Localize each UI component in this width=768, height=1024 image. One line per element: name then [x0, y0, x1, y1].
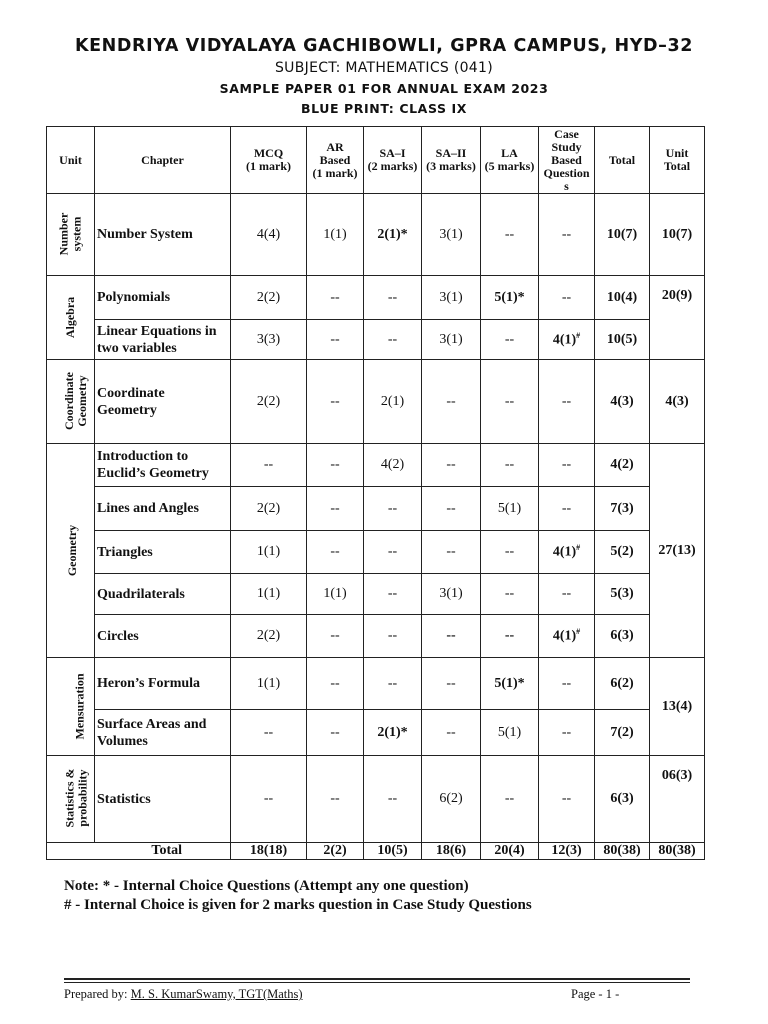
ar-cell: -- [307, 276, 364, 320]
sa2-cell: -- [422, 615, 481, 658]
ar-cell: -- [307, 320, 364, 360]
header-unit-total: Unit Total [650, 127, 705, 194]
header-case-study: Case Study Based Question s [539, 127, 595, 194]
ar-cell: 1(1) [307, 194, 364, 276]
table-row [47, 487, 705, 531]
unit-total-cell: 4(3) [650, 360, 705, 444]
table-row [47, 276, 705, 320]
prepared-by [64, 987, 303, 1002]
table-row [47, 194, 705, 276]
table-row [47, 615, 705, 658]
la-cell: 5(1)* [481, 658, 539, 710]
chapter-cell: Surface Areas and Volumes [95, 710, 231, 756]
mcq-cell: -- [231, 444, 307, 487]
total-cell: 10(4) [595, 276, 650, 320]
total-cell: 4(2) [595, 444, 650, 487]
sa1-cell: -- [364, 487, 422, 531]
total-cell: 6(3) [595, 615, 650, 658]
ar-cell: -- [307, 615, 364, 658]
chapter-cell: Number System [95, 194, 231, 276]
sa1-cell: -- [364, 320, 422, 360]
header-ar: AR Based (1 mark) [307, 127, 364, 194]
sa1-cell: 2(1)* [364, 710, 422, 756]
mcq-cell: 4(4) [231, 194, 307, 276]
unit-number-system: Number system [47, 194, 95, 276]
page-number: Page - 1 - [571, 987, 620, 1001]
unit-total-cell: 27(13) [650, 444, 705, 658]
total-cell: 6(3) [595, 756, 650, 843]
subject-line: SUBJECT: MATHEMATICS (041) [275, 60, 493, 76]
sa1-cell: 2(1) [364, 360, 422, 444]
sa2-cell: 6(2) [422, 756, 481, 843]
footer-divider [64, 978, 690, 980]
chapter-cell: Triangles [95, 531, 231, 574]
chapter-cell: Coordinate Geometry [95, 360, 231, 444]
header-chapter: Chapter [95, 127, 231, 194]
author-name: M. S. KumarSwamy, TGT(Maths) [130, 987, 303, 1001]
total-la: 20(4) [481, 843, 539, 860]
mcq-cell: 3(3) [231, 320, 307, 360]
total-cell: 5(2) [595, 531, 650, 574]
header-sa1: SA–I (2 marks) [364, 127, 422, 194]
totals-row [47, 843, 705, 860]
sa2-cell: 3(1) [422, 574, 481, 615]
total-sa1: 10(5) [364, 843, 422, 860]
case-study-cell: -- [539, 756, 595, 843]
mcq-cell: 1(1) [231, 574, 307, 615]
unit-statistics: Statistics & probability [47, 756, 95, 843]
total-case-study: 12(3) [539, 843, 595, 860]
footer-divider-thin [64, 982, 690, 983]
table-row [47, 531, 705, 574]
total-mcq: 18(18) [231, 843, 307, 860]
sa2-cell: 3(1) [422, 194, 481, 276]
chapter-cell: Linear Equations in two variables [95, 320, 231, 360]
case-study-cell: -- [539, 276, 595, 320]
totals-label: Total [47, 843, 231, 860]
case-study-cell: -- [539, 487, 595, 531]
total-total: 80(38) [595, 843, 650, 860]
mcq-cell: 1(1) [231, 531, 307, 574]
unit-total-cell: 20(9) [650, 276, 705, 360]
case-study-cell: -- [539, 710, 595, 756]
header-mcq: MCQ (1 mark) [231, 127, 307, 194]
table-row [47, 710, 705, 756]
la-cell: 5(1) [481, 487, 539, 531]
sa1-cell: 2(1)* [364, 194, 422, 276]
chapter-cell: Statistics [95, 756, 231, 843]
sa1-cell: -- [364, 276, 422, 320]
table-row [47, 360, 705, 444]
mcq-cell: 2(2) [231, 360, 307, 444]
ar-cell: -- [307, 658, 364, 710]
table-row [47, 444, 705, 487]
unit-total-cell: 06(3) [650, 756, 705, 843]
case-study-cell: -- [539, 658, 595, 710]
sa1-cell: -- [364, 531, 422, 574]
sa1-cell: -- [364, 756, 422, 843]
total-cell: 10(7) [595, 194, 650, 276]
chapter-cell: Quadrilaterals [95, 574, 231, 615]
la-cell: -- [481, 320, 539, 360]
ar-cell: -- [307, 531, 364, 574]
la-cell: -- [481, 756, 539, 843]
la-cell: 5(1)* [481, 276, 539, 320]
total-cell: 5(3) [595, 574, 650, 615]
unit-geometry: Geometry [47, 444, 95, 658]
sa2-cell: -- [422, 710, 481, 756]
la-cell: -- [481, 194, 539, 276]
total-sa2: 18(6) [422, 843, 481, 860]
chapter-cell: Polynomials [95, 276, 231, 320]
mcq-cell: 1(1) [231, 658, 307, 710]
ar-cell: -- [307, 710, 364, 756]
blueprint-table [46, 126, 705, 860]
sa1-cell: -- [364, 615, 422, 658]
header-unit: Unit [47, 127, 95, 194]
total-ar: 2(2) [307, 843, 364, 860]
total-cell: 7(2) [595, 710, 650, 756]
header-sa2: SA–II (3 marks) [422, 127, 481, 194]
mcq-cell: 2(2) [231, 487, 307, 531]
table-row [47, 658, 705, 710]
table-header-row [47, 127, 705, 194]
la-cell: -- [481, 531, 539, 574]
case-study-cell: -- [539, 444, 595, 487]
mcq-cell: 2(2) [231, 276, 307, 320]
ar-cell: -- [307, 444, 364, 487]
sa2-cell: -- [422, 531, 481, 574]
header-la: LA (5 marks) [481, 127, 539, 194]
total-cell: 4(3) [595, 360, 650, 444]
table-row [47, 756, 705, 843]
total-cell: 6(2) [595, 658, 650, 710]
la-cell: -- [481, 615, 539, 658]
unit-mensuration: Mensuration [47, 658, 95, 756]
ar-cell: -- [307, 487, 364, 531]
table-row [47, 320, 705, 360]
case-study-cell: 4(1)# [539, 320, 595, 360]
mcq-cell: 2(2) [231, 615, 307, 658]
case-study-cell: -- [539, 194, 595, 276]
sa2-cell: -- [422, 487, 481, 531]
chapter-cell: Circles [95, 615, 231, 658]
case-study-cell: 4(1)# [539, 615, 595, 658]
sa1-cell: 4(2) [364, 444, 422, 487]
la-cell: -- [481, 574, 539, 615]
unit-algebra: Algebra [47, 276, 95, 360]
sa2-cell: 3(1) [422, 276, 481, 320]
case-study-cell: 4(1)# [539, 531, 595, 574]
unit-coordinate-geometry: Coordinate Geometry [47, 360, 95, 444]
sa2-cell: -- [422, 658, 481, 710]
ar-cell: 1(1) [307, 574, 364, 615]
total-unit-total: 80(38) [650, 843, 705, 860]
ar-cell: -- [307, 360, 364, 444]
prepared-by-label: Prepared by: [64, 987, 131, 1001]
paper-title: SAMPLE PAPER 01 FOR ANNUAL EXAM 2023 [219, 81, 549, 96]
blueprint-title: BLUE PRINT: CLASS IX [300, 101, 468, 116]
school-title: KENDRIYA VIDYALAYA GACHIBOWLI, GPRA CAMPUS, HYD–32 [74, 36, 694, 56]
la-cell: -- [481, 360, 539, 444]
note-case-study-choice: # - Internal Choice is given for 2 marks question in Case Study Questions [64, 897, 532, 913]
note-internal-choice: Note: * - Internal Choice Questions (Attempt any one question) [64, 878, 469, 894]
total-cell: 7(3) [595, 487, 650, 531]
sa1-cell: -- [364, 658, 422, 710]
table-row [47, 574, 705, 615]
case-study-cell: -- [539, 360, 595, 444]
header-total: Total [595, 127, 650, 194]
total-cell: 10(5) [595, 320, 650, 360]
sa2-cell: -- [422, 360, 481, 444]
chapter-cell: Introduction to Euclid’s Geometry [95, 444, 231, 487]
unit-total-cell: 13(4) [650, 658, 705, 756]
la-cell: -- [481, 444, 539, 487]
la-cell: 5(1) [481, 710, 539, 756]
case-study-cell: -- [539, 574, 595, 615]
chapter-cell: Heron’s Formula [95, 658, 231, 710]
chapter-cell: Lines and Angles [95, 487, 231, 531]
ar-cell: -- [307, 756, 364, 843]
unit-total-cell: 10(7) [650, 194, 705, 276]
mcq-cell: -- [231, 756, 307, 843]
sa1-cell: -- [364, 574, 422, 615]
sa2-cell: -- [422, 444, 481, 487]
mcq-cell: -- [231, 710, 307, 756]
sa2-cell: 3(1) [422, 320, 481, 360]
